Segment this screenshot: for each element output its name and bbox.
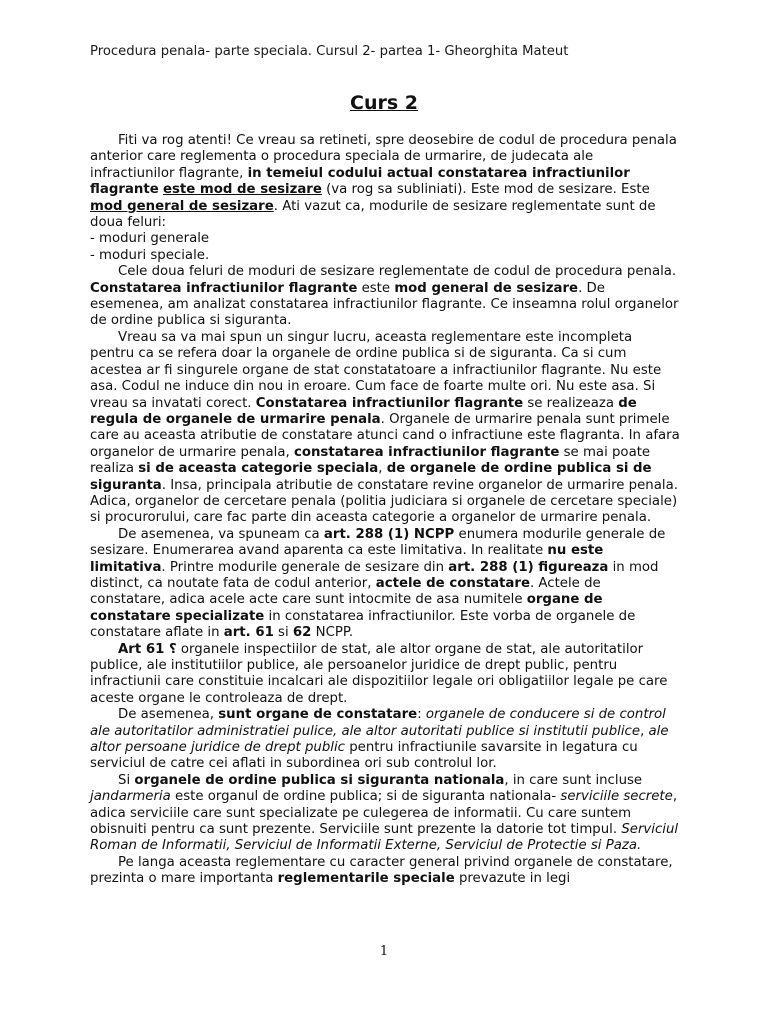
text-run: si	[273, 625, 293, 641]
paragraph	[90, 527, 680, 642]
text-run: mod general de sesizare	[90, 198, 274, 214]
text-run: in mod distinct, ca noutate fata de codul anterior,	[90, 559, 659, 591]
paragraph	[90, 330, 680, 527]
text-run: si de aceasta categorie speciala	[138, 461, 379, 477]
text-run: ⸮	[168, 641, 177, 657]
text-run: se realizeaza	[523, 395, 619, 411]
text-run: este organul de ordine publica; si de siguranta nationala-	[170, 789, 561, 805]
text-run: pentru infractiunile savarsite in legatura cu serviciul de catre cei aflati in subordinea ori sub controlul lor.	[90, 740, 638, 772]
text-run: . Ati vazut ca, modurile de sesizare reglementate sunt de doua feluri:	[90, 198, 656, 231]
text-run: Constatarea infractiunilor flagrante	[255, 395, 524, 411]
text-run: . Organele de urmarire penala sunt primele care au aceasta atributie de constatare atunci cand o infractiune este flagranta. In afara organelor de urmarire penala,	[90, 411, 680, 460]
text-run: Constatarea infractiunilor flagrante	[90, 280, 358, 296]
paragraph	[90, 264, 680, 330]
text-run: ,	[640, 723, 649, 739]
text-run: . Printre modurile generale de sesizare din	[161, 559, 449, 575]
text-run: Serviciul Roman de Informatii, Serviciul de Informatii Externe, Serviciul de Protectie si Paza.	[90, 822, 679, 854]
text-run: enumera modurile generale de sesizare. Enumerarea avand aparenta ca este limitativa. In realitate	[90, 526, 666, 559]
text-run: organele de ordine publica si siguranta nationala	[134, 772, 505, 788]
text-run: NCPP.	[311, 625, 354, 641]
running-header: Procedura penala- parte speciala. Cursul 2- partea 1- Gheorghita Mateut	[90, 44, 569, 59]
text-run: nu este limitativa	[90, 543, 604, 575]
text-run: Cele doua feluri de moduri de sesizare reglementate de codul de procedura penala.	[118, 264, 677, 280]
paragraph	[90, 133, 680, 231]
text-run: in constatarea infractiunilor. Este vorba de organele de constatare aflate in	[90, 608, 636, 641]
text-run: in temeiul codului actual constatarea infractiunilor flagrante	[90, 165, 630, 198]
paragraph	[90, 855, 680, 888]
paragraph	[90, 773, 680, 855]
page-title: Curs 2	[350, 92, 418, 114]
text-run: - moduri speciale.	[90, 247, 210, 263]
text-run: . De esemenea, am analizat constatarea infractiunilor flagrante. Ce inseamna rolul organelor de ordine publica si siguranta.	[90, 280, 679, 329]
text-run: , in care sunt incluse	[504, 772, 643, 788]
text-run: :	[417, 707, 426, 723]
document-body	[90, 133, 680, 888]
text-run: serviciile secrete	[560, 789, 673, 805]
text-run: ,	[378, 461, 387, 477]
text-run: este	[357, 280, 395, 296]
text-run: organe de constatare specializate	[90, 592, 603, 624]
text-run: Pe langa aceasta reglementare cu caracter general privind organele de constatare, prezinta o mare importanta	[90, 854, 673, 887]
text-run: sunt organe de constatare	[218, 707, 418, 723]
text-run: 62	[292, 625, 312, 641]
text-run: art. 288 (1) figureaza	[448, 559, 609, 575]
text-run: art. 288 (1) NCPP	[323, 526, 455, 542]
text-run: ale altor persoane juridice de drept public	[90, 723, 669, 756]
text-run: constatarea infractiunilor flagrante	[293, 444, 560, 460]
text-run: se mai poate realiza	[90, 444, 651, 477]
paragraph	[90, 231, 680, 247]
text-run: De asemenea,	[118, 707, 219, 723]
paragraph	[90, 642, 680, 708]
text-run: organele inspectiilor de stat, ale altor organe de stat, ale autoritatilor publice, ale institutiilor publice, ale persoanelor juridice de drept public, pentru infractiunii care constituie incalcari ale dispozitiilor legale ori obligatiilor legale pe care aceste organe le controleaza de drept.	[90, 641, 668, 706]
text-run: art. 61	[223, 625, 274, 641]
text-run: Vreau sa va mai spun un singur lucru, aceasta reglementare este incompleta pentru ca se refera doar la organele de ordine publica si de siguranta. Ca si cum acestea ar fi singurele organe de stat constatatoare a infractiunilor flagrante. Nu este asa. Codul ne induce din nou in eroare. Cum face de foarte multe ori. Nu este asa. Si vreau sa invatati corect.	[90, 329, 662, 411]
text-run: organele de conducere si de control ale autoritatilor administratiei pulice, ale altor autoritati publice si institutii publice	[90, 707, 666, 739]
text-run: jandarmeria	[90, 789, 171, 805]
text-run: Si	[118, 772, 135, 788]
text-run: - moduri generale	[90, 231, 210, 247]
text-run: actele de constatare	[375, 575, 530, 591]
page-number: 1	[379, 944, 389, 959]
text-run: Fiti va rog atenti! Ce vreau sa retineti, spre deosebire de codul de procedura penala anterior care reglementa o procedura speciala de urmarire, de judecata ale infractiunilor flagrante,	[90, 133, 677, 181]
paragraph	[90, 248, 680, 264]
text-run: (va rog sa subliniati). Este mod de sesizare. Este	[321, 182, 650, 198]
text-run: mod general de sesizare	[394, 280, 579, 296]
text-run: , adica serviciile care sunt specializate pe culegerea de informatii. Cu care suntem obisnuiti pentru ca sunt prezente. Serviciile sunt prezente la datorie tot timpul.	[90, 789, 678, 838]
text-run: de organele de ordine publica si de siguranta	[90, 461, 652, 493]
text-run: De asemenea, va spuneam ca	[118, 526, 324, 542]
text-run: . Insa, principala atributie de constatare revine organelor de urmarire penala. Adica, organelor de cercetare penala (politia judiciara si organele de cercetare speciale) si procurorului, care fac parte din aceasta categorie a organelor de urmarire penala.	[90, 477, 678, 526]
text-run: prevazute in legi	[454, 871, 571, 887]
paragraph	[90, 707, 680, 773]
text-run: de regula de organele de urmarire penala	[90, 395, 637, 427]
text-run: Art 61	[118, 641, 169, 657]
text-run: este mod de sesizare	[162, 182, 322, 198]
text-run: reglementarile speciale	[277, 871, 455, 887]
text-run: . Actele de constatare, adica acele acte care sunt intocmite de asa numitele	[90, 575, 601, 608]
